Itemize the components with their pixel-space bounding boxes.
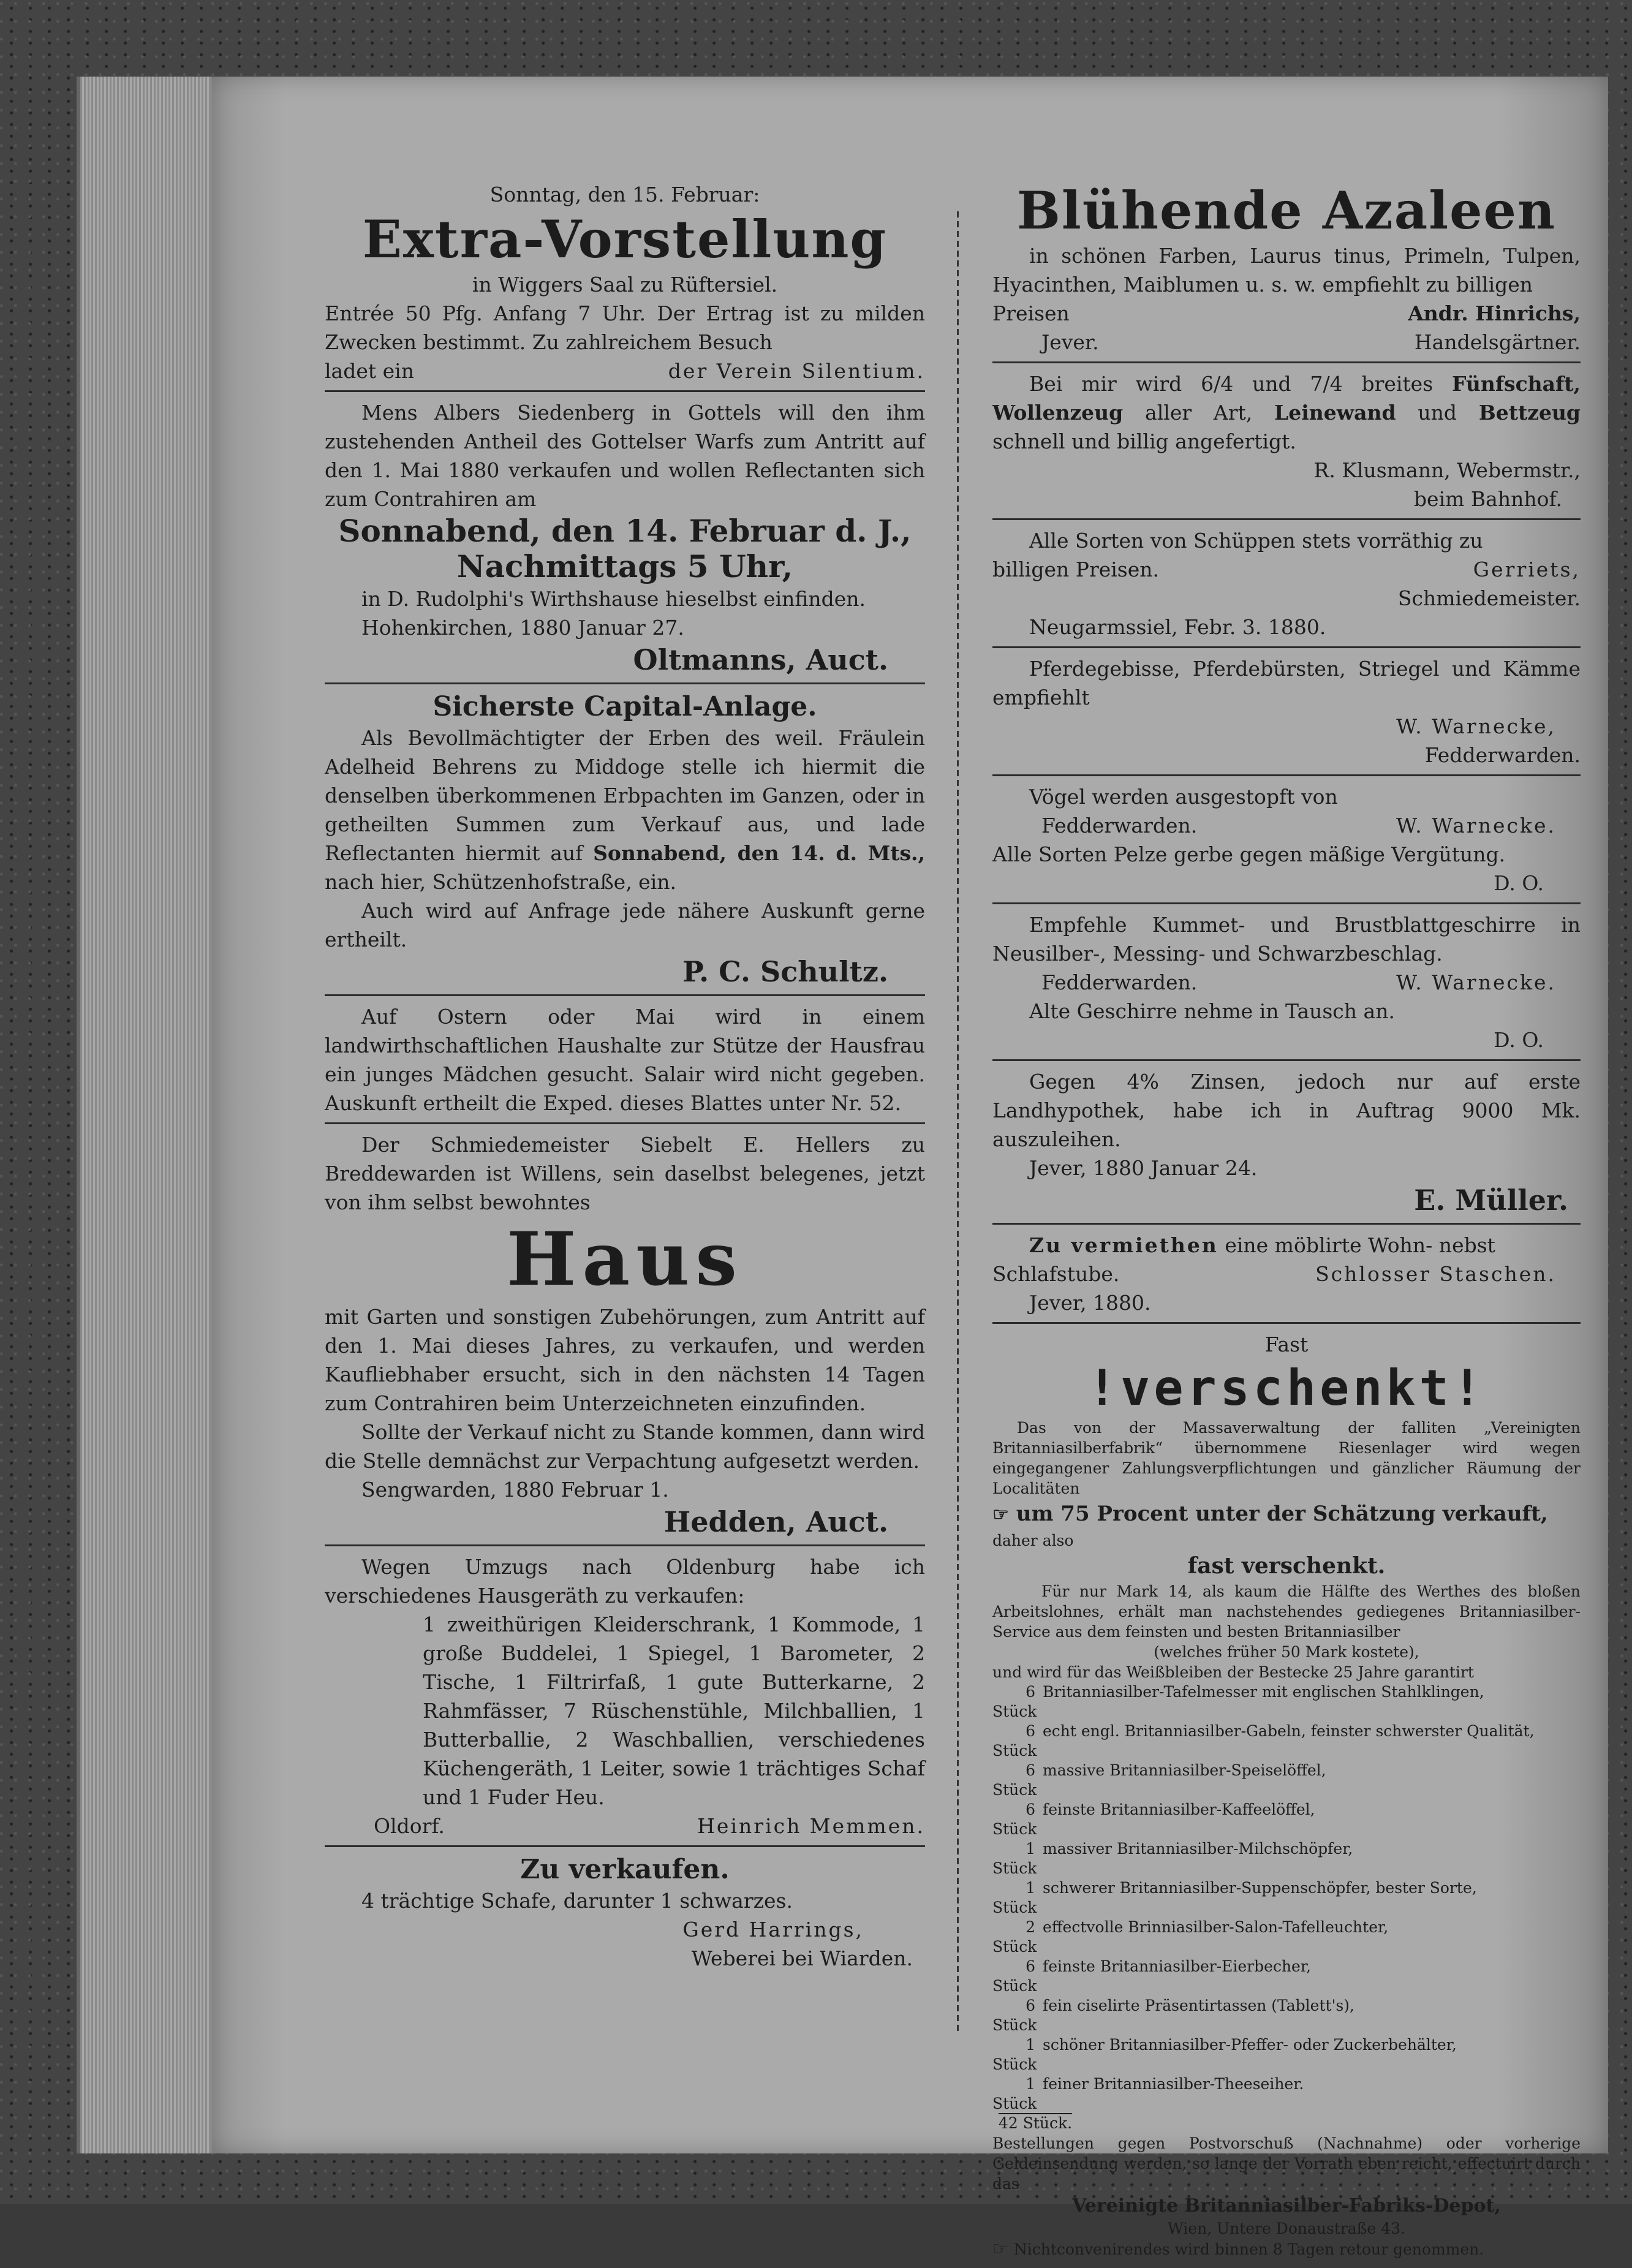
ad-geschirre: [992, 908, 1581, 1061]
ad-text-2: Alte Geschirre nehme in Tausch an.: [1029, 999, 1395, 1023]
ad-signature: E. Müller.: [1414, 1184, 1568, 1217]
ad-text-part: und: [1418, 401, 1457, 425]
item-text: schwerer Britanniasilber-Suppenschöpfer, bester Sorte,: [1043, 1879, 1477, 1897]
ad-text: Empfehle Kummet- und Brustblattgeschirre in Neusilber-, Messing- und Schwarzbeschlag.: [992, 913, 1581, 966]
ad-text: in schönen Farben, Laurus tinus, Primeln, Tulpen, Hyacinthen, Maiblumen u. s. w. empfiehlt zu billigen: [992, 244, 1581, 297]
ad-total: 42 Stück.: [999, 2114, 1073, 2132]
ad-signature: Gerriets,: [1473, 558, 1581, 581]
ad-items: 1 zweithürigen Kleiderschrank, 1 Kommode, 1 große Buddelei, 1 Spiegel, 1 Barometer, 2 Tische, 1 Filtrirfaß, 1 gute Butterkarne, 2 Rahmfässer, 7 Rüschenstühle, Milchballien, 1 Butterballie, 2 Waschballien, verschiedenes Küchengeräth, 1 Leiter, sowie 1 trächtiges Schaf und 1 Fuder Heu.: [423, 1612, 925, 1809]
ad-signature-2: D. O.: [1494, 871, 1544, 895]
ad-text-part: Bei mir wird 6/4 und 7/4 breites: [1029, 372, 1434, 396]
list-item: [992, 1996, 1581, 2035]
item-quantity: 6 Stück: [992, 1997, 1037, 2034]
ad-intro: Das von der Massaverwaltung der falliten „Vereinigten Britanniasilberfabrik“ übernommene Riesenlager wird wegen eingegangener Zahlungsverpflichtungen und gänzlicher Räumung der Localitäten: [992, 1419, 1581, 1497]
ad-verschenkt: [992, 1328, 1581, 2264]
item-text: fein ciselirte Präsentirtassen (Tablett's),: [1043, 1997, 1354, 2014]
ad-text-2: Auch wird auf Anfrage jede nähere Auskunft gerne ertheilt.: [325, 899, 925, 951]
ad-maedchen-gesucht: [325, 1000, 925, 1124]
ad-signature-2: beim Bahnhof.: [1413, 487, 1562, 511]
ad-address: Wien, Untere Donaustraße 43.: [1168, 2220, 1405, 2237]
ad-text: [992, 1231, 1581, 1260]
ad-signature-title: Handelsgärtner.: [1414, 330, 1581, 354]
ad-sign-line: [992, 968, 1581, 997]
ad-signature: R. Klusmann, Webermstr.,: [1313, 458, 1581, 482]
ad-signature: W. Warnecke,: [1396, 714, 1556, 738]
ad-text: [325, 724, 925, 896]
ad-hypothek: [992, 1065, 1581, 1225]
ad-sign-line: [325, 357, 925, 385]
left-column: [325, 178, 925, 1981]
ad-sign-line: [992, 811, 1581, 840]
ad-title: Extra-Vorstellung: [362, 209, 888, 270]
list-item: [992, 1957, 1581, 1996]
list-item: [992, 1761, 1581, 1800]
pointing-hand-icon: ☞: [992, 1504, 1009, 1525]
ad-zu-verkaufen: [325, 1851, 925, 1978]
ad-headline: [992, 1499, 1581, 1530]
ad-schueppen: [992, 524, 1581, 648]
ad-price-note: (welches früher 50 Mark kostete),: [1154, 1643, 1419, 1661]
ad-signature: Andr. Hinrichs,: [1408, 301, 1581, 325]
item-text: echt engl. Britanniasilber-Gabeln, feinster schwerster Qualität,: [1043, 1722, 1535, 1740]
ad-text-end: Schlafstube.: [992, 1262, 1120, 1286]
ad-signature: Gerd Harrings,: [682, 1918, 864, 1941]
ad-text-bold: Leinewand: [1274, 401, 1396, 425]
ad-item-list: [992, 1682, 1581, 2114]
ad-title: Blühende Azaleen: [1016, 180, 1557, 241]
ad-text: Gegen 4% Zinsen, jedoch nur auf erste Landhypothek, habe ich in Auftrag 9000 Mk. auszuleihen.: [992, 1070, 1581, 1151]
ad-signature-2: Fedderwarden.: [1424, 743, 1581, 767]
ad-signature: P. C. Schultz.: [682, 955, 888, 988]
ad-text: Auf Ostern oder Mai wird in einem landwirthschaftlichen Haushalte zur Stütze der Hausfrau ein junges Mädchen gesucht. Salair wird nicht gegeben. Auskunft ertheilt die Exped. dieses Blattes unter Nr. 52.: [325, 1005, 925, 1115]
ad-warf-sale: [325, 396, 925, 684]
ad-text-2: Alle Sorten Pelze gerbe gegen mäßige Vergütung.: [992, 842, 1506, 866]
ad-place: in D. Rudolphi's Wirthshause hieselbst einfinden.: [361, 587, 866, 611]
ad-text: Mens Albers Siedenberg in Gottels will den ihm zustehenden Antheil des Gottelser Warfs zum Antritt auf den 1. Mai 1880 verkaufen und wollen Reflectanten sich zum Contrahiren am: [325, 401, 925, 511]
ad-text-bold: Fünfschaft,: [1451, 372, 1581, 396]
ad-text-part: Als Bevollmächtigter der Erben des weil. Fräulein Adelheid Behrens zu Middoge stelle ich hiermit die denselben überkommenen Erbpachten im Ganzen, oder in getheilten Summen zum Verkauf aus, und lade Reflectanten hiermit auf: [325, 726, 925, 865]
item-quantity: 2 Stück: [992, 1918, 1037, 1956]
ad-sign-line: [325, 1812, 925, 1840]
ad-sign-line: [992, 555, 1581, 584]
item-text: feiner Britanniasilber-Theeseiher.: [1043, 2075, 1304, 2093]
ad-voegel: [992, 780, 1581, 904]
ad-place: Oldorf.: [374, 1814, 445, 1838]
item-text: Britanniasilber-Tafelmesser mit englischen Stahlklingen,: [1043, 1683, 1484, 1701]
ad-vermiethen: [992, 1228, 1581, 1324]
ad-text-3: Sollte der Verkauf nicht zu Stande kommen, dann wird die Stelle demnächst zur Verpachtung aufgesetzt werden.: [325, 1420, 925, 1473]
list-item: [992, 2035, 1581, 2074]
ad-text: daher also: [992, 1532, 1074, 1549]
list-item: [992, 2074, 1581, 2114]
ad-dateline: Hohenkirchen, 1880 Januar 27.: [361, 616, 684, 640]
ad-text-part: eine möblirte Wohn- nebst: [1225, 1233, 1495, 1257]
ad-time-highlight: Nachmittags 5 Uhr,: [456, 548, 793, 584]
item-quantity: 6 Stück: [992, 1801, 1037, 1838]
ad-order: Bestellungen gegen Postvorschuß (Nachnahme) oder vorherige Geldeinsendung werden, so lange der Vorrath eben reicht, effectuirt durch das: [992, 2134, 1581, 2193]
ad-place: Fedderwarden.: [1041, 970, 1198, 994]
item-quantity: 1 Stück: [992, 1840, 1037, 1877]
ad-return: [992, 2239, 1581, 2259]
item-quantity: 6 Stück: [992, 1683, 1037, 1720]
ad-signature: Heinrich Memmen.: [697, 1814, 925, 1838]
ad-headline-text: um 75 Procent unter der Schätzung verkauft,: [1016, 1502, 1548, 1526]
ad-text-part: nach hier, Schützenhofstraße, ein.: [325, 870, 677, 894]
ad-signature: W. Warnecke.: [1396, 970, 1556, 994]
ad-text-bold: Sonnabend, den 14. d. Mts.,: [593, 841, 925, 865]
ad-text: Entrée 50 Pfg. Anfang 7 Uhr. Der Ertrag ist zu milden Zwecken bestimmt. Zu zahlreichem Besuch: [325, 301, 925, 354]
ad-azaleen: [992, 178, 1581, 363]
ad-text-bold: Bettzeug: [1478, 401, 1581, 425]
ad-return-text: Nichtconvenirendes wird binnen 8 Tagen retour genommen.: [1013, 2240, 1484, 2258]
item-quantity: 1 Stück: [992, 2075, 1037, 2112]
ad-text-bold: Wollenzeug: [992, 401, 1124, 425]
ad-title: Zu verkaufen.: [520, 1854, 730, 1885]
list-item: [992, 1722, 1581, 1761]
ad-subheadline: fast verschenkt.: [1187, 1553, 1386, 1579]
ad-text-end: billigen Preisen.: [992, 558, 1160, 581]
ad-signature: W. Warnecke.: [1396, 814, 1556, 837]
ad-signature: Schlosser Staschen.: [1315, 1262, 1556, 1286]
right-column: [992, 178, 1581, 2268]
ad-title: Sicherste Capital-Anlage.: [433, 691, 817, 722]
item-quantity: 6 Stück: [992, 1957, 1037, 1995]
ad-text: Der Schmiedemeister Siebelt E. Hellers zu Breddewarden ist Willens, sein daselbst belegenes, jetzt von ihm selbst bewohntes: [325, 1133, 925, 1214]
ad-hausgeraeth: [325, 1550, 925, 1847]
ad-text: 4 trächtige Schafe, darunter 1 schwarzes.: [361, 1889, 793, 1913]
column-divider: [957, 211, 959, 2031]
item-text: massive Britanniasilber-Speiselöffel,: [1043, 1761, 1326, 1779]
book-page-edges: [77, 77, 221, 2153]
ad-weberei: [992, 367, 1581, 520]
ad-signature-2: Weberei bei Wiarden.: [691, 1946, 913, 1970]
ad-text-part: aller Art,: [1145, 401, 1253, 425]
ad-extra-vorstellung: [325, 178, 925, 392]
ad-pferdegebisse: [992, 652, 1581, 776]
ad-dateline: Neugarmssiel, Febr. 3. 1880.: [1029, 615, 1326, 639]
ad-haus-verkauf: [325, 1128, 925, 1546]
ad-signature: Hedden, Auct.: [663, 1505, 888, 1538]
ad-guarantee: und wird für das Weißbleiben der Bestecke 25 Jahre garantirt: [992, 1663, 1474, 1681]
ad-sign-line: [992, 1260, 1581, 1288]
ad-offer: Für nur Mark 14, als kaum die Hälfte des Werthes des bloßen Arbeitslohnes, erhält man nachstehendes gediegenes Britanniasilber-Service aus dem feinsten und besten Britanniasilber: [992, 1582, 1581, 1641]
ad-date-highlight: Sonnabend, den 14. Februar d. J.,: [338, 513, 912, 549]
ad-sign-line: [992, 299, 1581, 328]
ad-capital-anlage: [325, 688, 925, 996]
list-item: [992, 1682, 1581, 1722]
ad-signature: der Verein Silentium.: [668, 359, 925, 383]
ad-venue: in Wiggers Saal zu Rüftersiel.: [472, 273, 778, 297]
list-item: [992, 1878, 1581, 1918]
item-quantity: 6 Stück: [992, 1761, 1037, 1799]
ad-title: Haus: [507, 1216, 743, 1302]
ad-text: [992, 369, 1581, 456]
item-quantity: 1 Stück: [992, 1879, 1037, 1916]
ad-date-line: Sonntag, den 15. Februar:: [489, 183, 760, 206]
ad-text-end: ladet ein: [325, 359, 414, 383]
item-text: feinste Britanniasilber-Kaffeelöffel,: [1043, 1801, 1315, 1818]
ad-signature-title: Schmiedemeister.: [1397, 586, 1581, 610]
ad-text-end: Preisen: [992, 301, 1070, 325]
ad-text: Vögel werden ausgestopft von: [1029, 785, 1338, 809]
ad-text: Alle Sorten von Schüppen stets vorräthig zu: [1029, 529, 1483, 553]
ad-dateline: Sengwarden, 1880 Februar 1.: [361, 1478, 669, 1502]
ad-kicker: Fast: [1264, 1332, 1309, 1356]
ad-dateline: Jever, 1880.: [1029, 1291, 1151, 1315]
ad-signature: Oltmanns, Auct.: [633, 643, 888, 676]
ad-text-part: schnell und billig angefertigt.: [992, 429, 1296, 453]
pointing-hand-icon: ☞: [992, 2238, 1009, 2259]
item-text: feinste Britanniasilber-Eierbecher,: [1043, 1957, 1311, 1975]
list-item: [992, 1918, 1581, 1957]
ad-signature-2: D. O.: [1494, 1028, 1544, 1052]
item-text: schöner Britanniasilber-Pfeffer- oder Zuckerbehälter,: [1043, 2036, 1457, 2054]
ad-place: Jever.: [1041, 330, 1099, 354]
ad-sign-line-2: [992, 328, 1581, 357]
ad-text-2: mit Garten und sonstigen Zubehörungen, zum Antritt auf den 1. Mai dieses Jahres, zu verkaufen, und werden Kaufliebhaber ersucht, sich in den nächsten 14 Tagen zum Contrahiren beim Unterzeichneten einzufinden.: [325, 1305, 925, 1415]
ad-company: Vereinigte Britanniasilber-Fabriks-Depot,: [1072, 2195, 1501, 2217]
item-quantity: 6 Stück: [992, 1722, 1037, 1760]
ad-text: Pferdegebisse, Pferdebürsten, Striegel und Kämme empfiehlt: [992, 657, 1581, 709]
ad-title: !verschenkt!: [1087, 1359, 1486, 1416]
item-quantity: 1 Stück: [992, 2036, 1037, 2073]
list-item: [992, 1800, 1581, 1839]
ad-text-bold: Zu vermiethen: [1029, 1233, 1218, 1257]
ad-dateline: Jever, 1880 Januar 24.: [1029, 1156, 1258, 1180]
ad-place: Fedderwarden.: [1041, 814, 1198, 837]
item-text: massiver Britanniasilber-Milchschöpfer,: [1043, 1840, 1353, 1858]
item-text: effectvolle Brinniasilber-Salon-Tafelleuchter,: [1043, 1918, 1389, 1936]
ad-intro: Wegen Umzugs nach Oldenburg habe ich verschiedenes Hausgeräth zu verkaufen:: [325, 1555, 925, 1608]
list-item: [992, 1839, 1581, 1878]
